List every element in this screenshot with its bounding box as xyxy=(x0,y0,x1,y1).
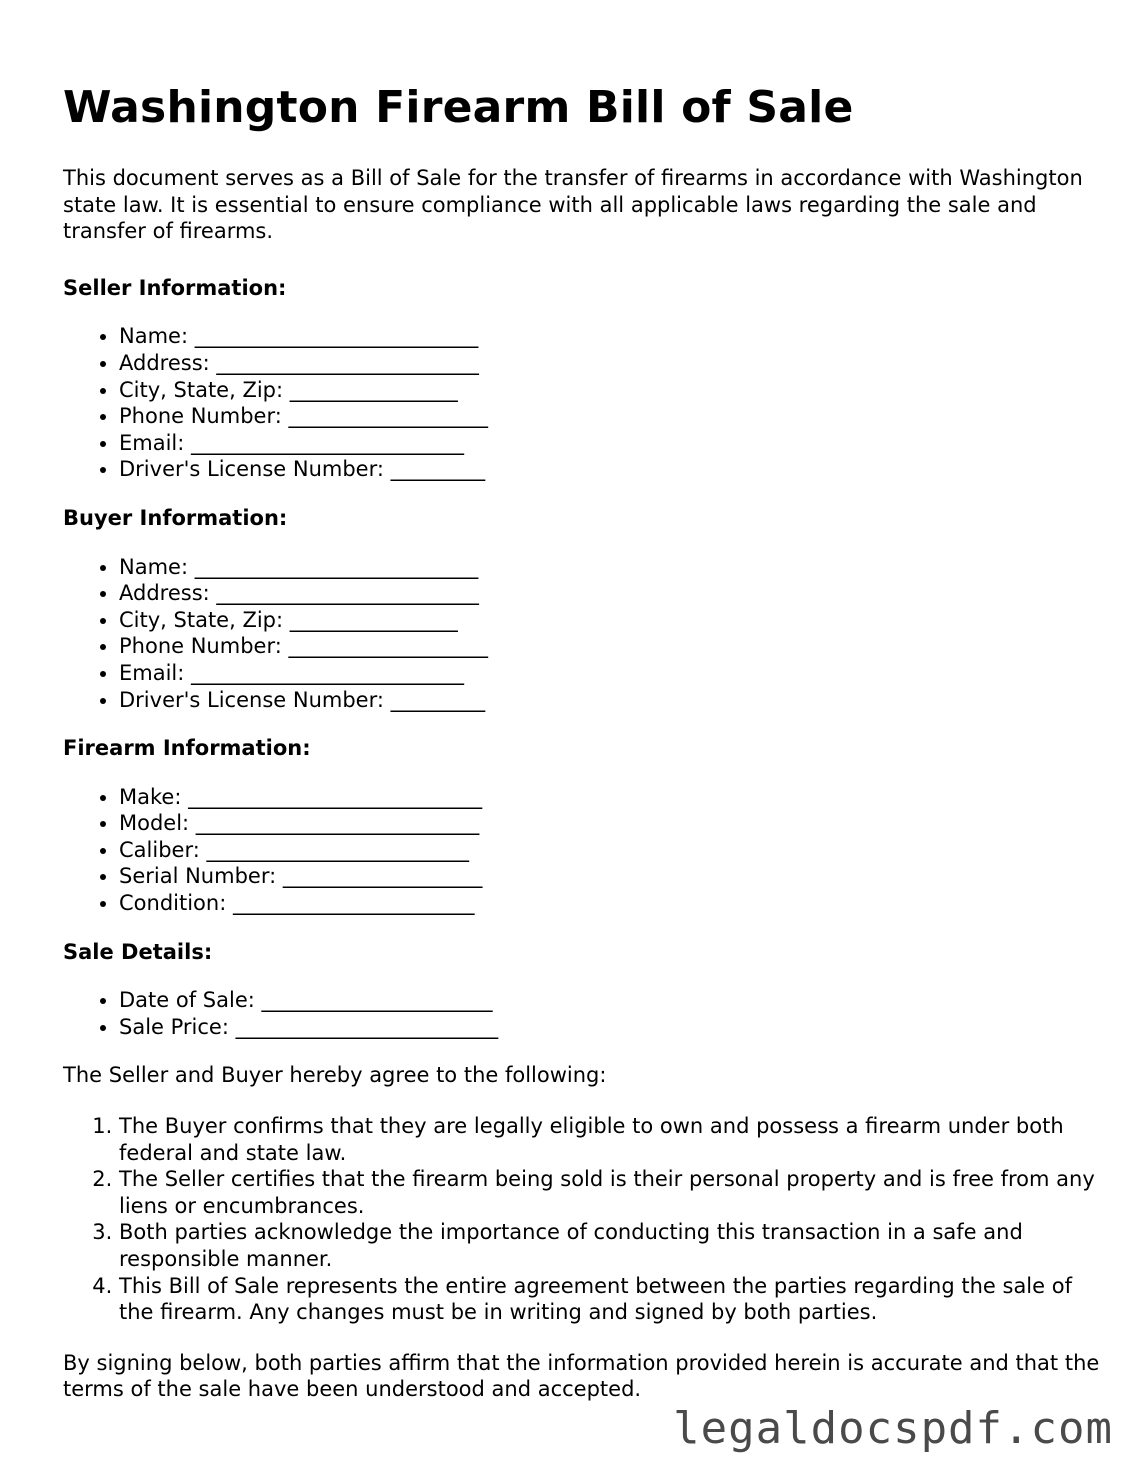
firearm-caliber-field: • Caliber: _________________________ xyxy=(119,837,1103,864)
buyer-name-field: • Name: ___________________________ xyxy=(119,554,1103,581)
buyer-email-field: • Email: __________________________ xyxy=(119,660,1103,687)
watermark: legaldocspdf.com xyxy=(673,1403,1113,1454)
document-page xyxy=(63,80,1103,1427)
term-item: 3. Both parties acknowledge the importance of conducting this transaction in a safe and responsible manner. xyxy=(119,1219,1103,1272)
buyer-list xyxy=(63,554,1103,714)
seller-heading: Seller Information: xyxy=(63,275,287,300)
term-item: 1. The Buyer confirms that they are legally eligible to own and possess a firearm under both federal and state law. xyxy=(119,1113,1103,1166)
sale-list xyxy=(63,987,1103,1040)
firearm-model-field: • Model: ___________________________ xyxy=(119,810,1103,837)
buyer-phone-field: • Phone Number: ___________________ xyxy=(119,633,1103,660)
sale-heading: Sale Details: xyxy=(63,939,213,964)
seller-phone-field: • Phone Number: ___________________ xyxy=(119,403,1103,430)
closing-paragraph: By signing below, both parties affirm that the information provided herein is accurate and that the terms of the sale have been understood and accepted. xyxy=(63,1350,1100,1402)
seller-city-state-zip-field: • City, State, Zip: ________________ xyxy=(119,377,1103,404)
seller-address-field: • Address: _________________________ xyxy=(119,350,1103,377)
agreement-intro: The Seller and Buyer hereby agree to the following: xyxy=(63,1063,607,1088)
page-title: Washington Firearm Bill of Sale xyxy=(63,82,854,133)
firearm-serial-field: • Serial Number: ___________________ xyxy=(119,863,1103,890)
terms-list xyxy=(63,1113,1103,1326)
term-item: 4. This Bill of Sale represents the entire agreement between the parties regarding the sale of the firearm. Any changes must be in writing and signed by both parties. xyxy=(119,1273,1103,1326)
buyer-address-field: • Address: _________________________ xyxy=(119,580,1103,607)
sale-date-field: • Date of Sale: ______________________ xyxy=(119,987,1103,1014)
seller-list xyxy=(63,323,1103,483)
buyer-heading: Buyer Information: xyxy=(63,505,288,530)
buyer-city-state-zip-field: • City, State, Zip: ________________ xyxy=(119,607,1103,634)
firearm-list xyxy=(63,784,1103,917)
seller-email-field: • Email: __________________________ xyxy=(119,430,1103,457)
seller-name-field: • Name: ___________________________ xyxy=(119,323,1103,350)
seller-license-field: • Driver's License Number: _________ xyxy=(119,456,1103,483)
firearm-condition-field: • Condition: _______________________ xyxy=(119,890,1103,917)
sale-price-field: • Sale Price: _________________________ xyxy=(119,1014,1103,1041)
firearm-make-field: • Make: ____________________________ xyxy=(119,784,1103,811)
intro-paragraph: This document serves as a Bill of Sale for the transfer of firearms in accordance with Washington state law. It is essential to ensure compliance with all applicable laws regarding the sale and transfer of firearms. xyxy=(63,166,1083,244)
firearm-heading: Firearm Information: xyxy=(63,736,311,761)
term-item: 2. The Seller certifies that the firearm being sold is their personal property and is free from any liens or encumbrances. xyxy=(119,1166,1103,1219)
buyer-license-field: • Driver's License Number: _________ xyxy=(119,687,1103,714)
